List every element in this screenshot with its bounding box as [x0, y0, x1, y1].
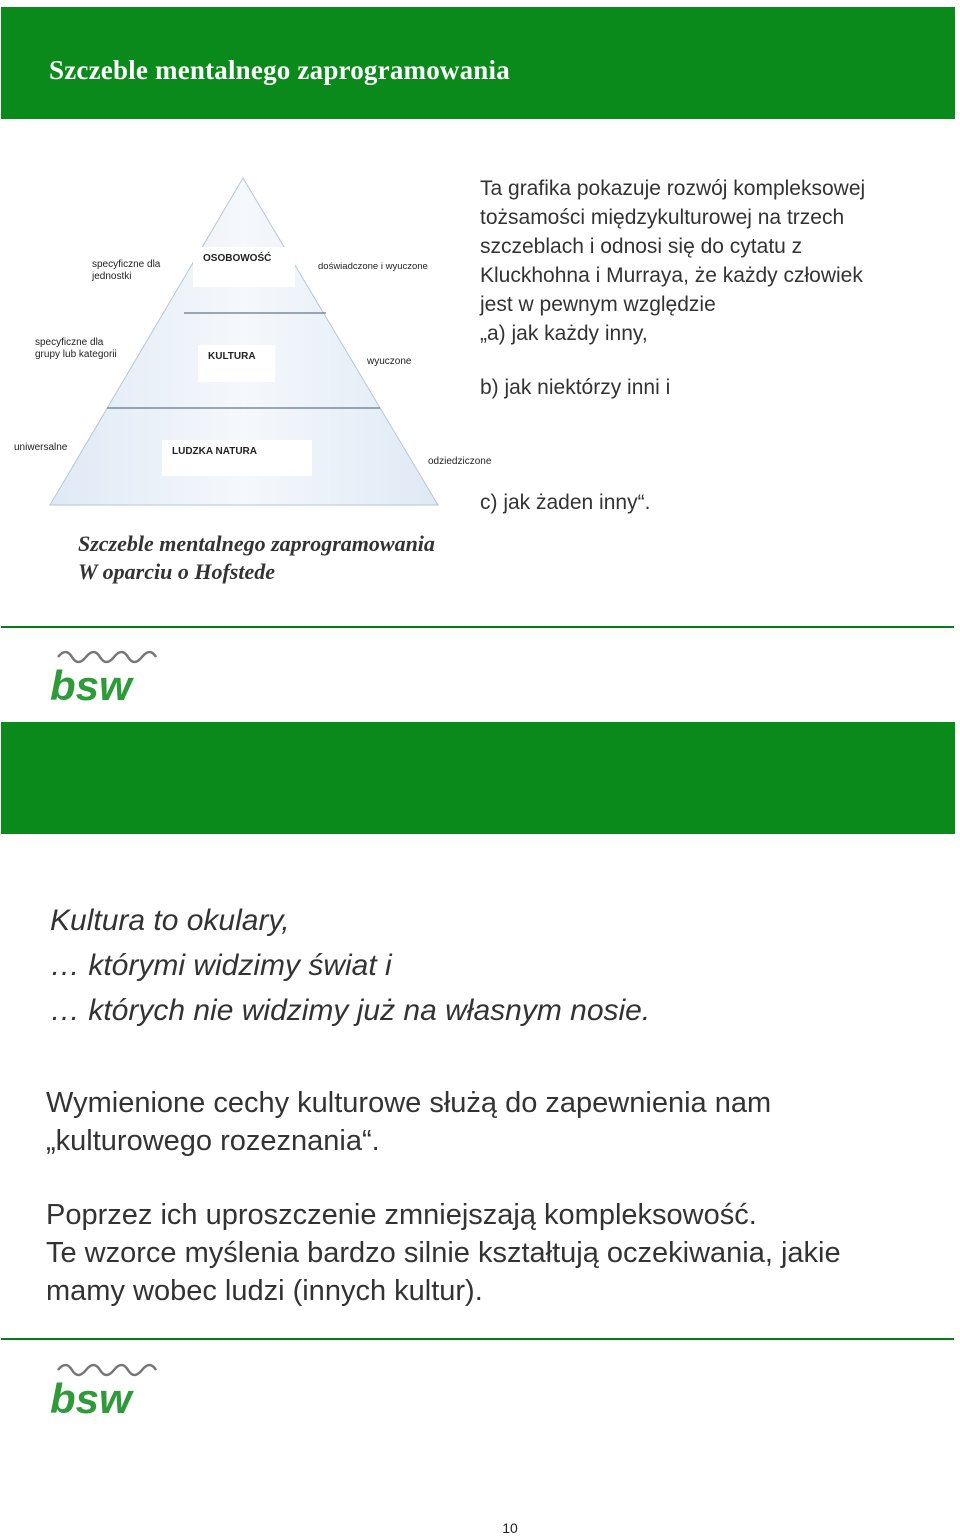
description-line: jest w pewnym względzie [480, 293, 716, 316]
tier-box-culture: KULTURA [198, 345, 275, 382]
slide-2 [0, 720, 960, 1342]
caption-line: W oparciu o Hofstede [78, 559, 275, 584]
paragraph-line: Poprzez ich uproszczenie zmniejszają kompleksowość. [46, 1199, 757, 1231]
description-line: Ta grafika pokazuje rozwój kompleksowej [480, 177, 866, 200]
title-bar [1, 7, 955, 119]
description-line: „a) jak każdy inny, [480, 322, 648, 345]
bsw-logo-2 [38, 1358, 168, 1418]
paragraph-line: „kulturowego rozeznania“. [46, 1125, 380, 1157]
tier-right-label-1: doświadczone i wyuczone [318, 261, 428, 272]
quote-line: … którymi widzimy świat i [50, 949, 392, 982]
tier-box-personality: OSOBOWOŚĆ [193, 247, 295, 287]
tier-right-label-2: wyuczone [367, 356, 412, 367]
tier-right-label-3: odziedziczone [428, 456, 492, 467]
tier-left-label-2: specyficzne dla grupy lub kategorii [35, 337, 117, 360]
paragraph-line: Te wzorce myślenia bardzo silnie kształtują oczekiwania, jakie [46, 1237, 841, 1269]
slide-divider [1, 626, 954, 628]
paragraph-2 [46, 1196, 841, 1310]
paragraph-1 [46, 1084, 771, 1160]
paragraph-line: Wymienione cechy kulturowe służą do zapewnienia nam [46, 1087, 772, 1119]
glasses-quote [50, 898, 650, 1033]
description-line: tożsamości międzykulturowej na trzech [480, 206, 845, 229]
pyramid-diagram [10, 175, 492, 515]
description-item-c: c) jak żaden inny“. [480, 491, 651, 514]
paragraph-line: mamy wobec ludzi (innych kultur). [46, 1275, 483, 1307]
bsw-logo [38, 645, 168, 705]
tier-box-human-nature: LUDZKA NATURA [162, 440, 312, 476]
description-text [480, 174, 865, 348]
slide-divider-2 [1, 1338, 954, 1340]
description-line: szczeblach i odnosi się do cytatu z [480, 235, 803, 258]
tier-left-label-1: specyficzne dla jednostki [92, 259, 161, 282]
bsw-logo-mark-2 [38, 1358, 168, 1418]
description-line: Kluckhohna i Murraya, że każdy człowiek [480, 264, 863, 287]
slide-title: Szczeble mentalnego zaprogramowania [49, 55, 510, 85]
title-bar-2 [1, 722, 955, 834]
tier-left-label-3: uniwersalne [14, 442, 68, 453]
bsw-logo-text: bsw [50, 662, 132, 705]
bsw-logo-mark [38, 645, 168, 705]
caption-line: Szczeble mentalnego zaprogramowania [78, 531, 435, 556]
quote-line: … których nie widzimy już na własnym nosie. [50, 994, 651, 1027]
quote-line: Kultura to okulary, [50, 904, 290, 937]
description-item-b: b) jak niektórzy inni i [480, 376, 671, 399]
page-number: 10 [502, 1520, 518, 1536]
slide-1 [0, 0, 960, 630]
diagram-caption [78, 530, 435, 586]
bsw-logo-text-2: bsw [50, 1375, 132, 1418]
